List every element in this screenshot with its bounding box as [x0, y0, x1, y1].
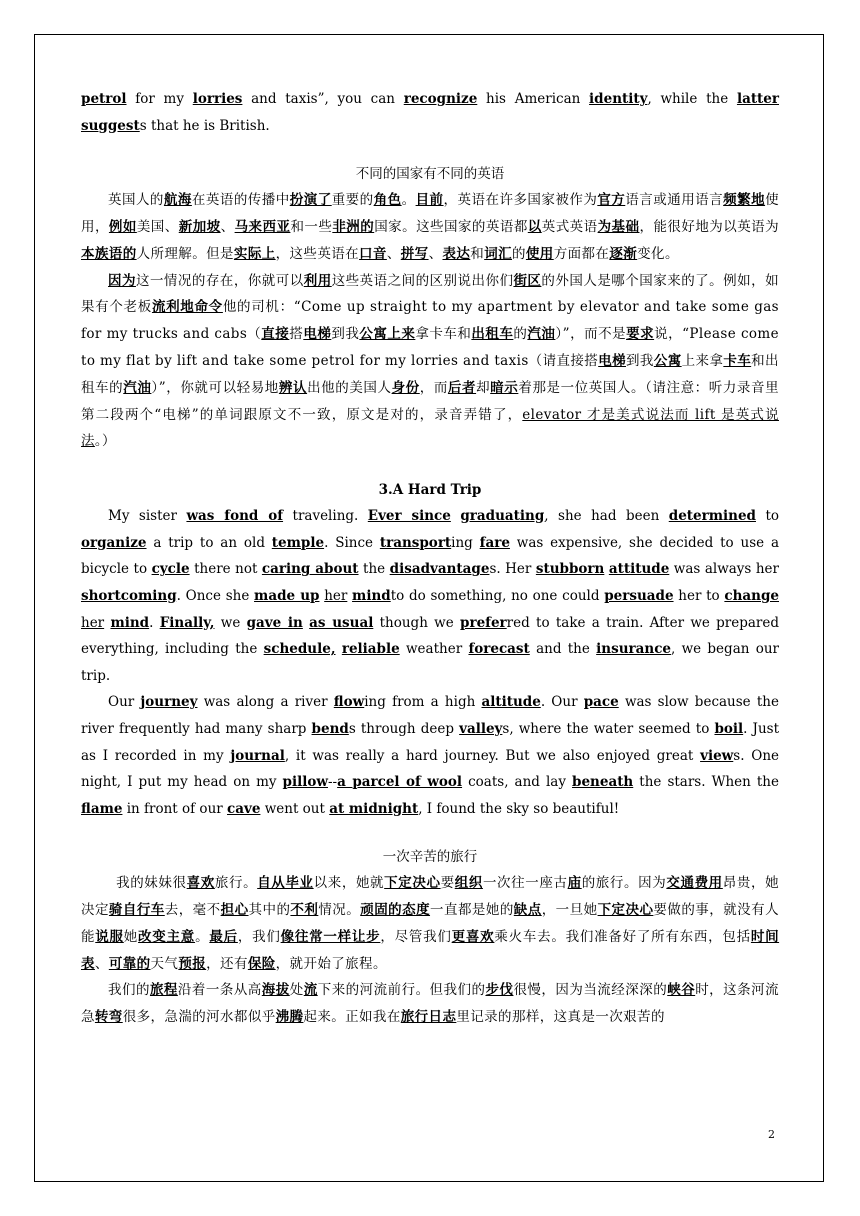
text-run: . Once she [176, 587, 255, 604]
text-run [451, 508, 460, 524]
text-run: 、 [220, 218, 235, 235]
text-run: there not [189, 561, 262, 578]
text-run: the stars. When the [633, 774, 779, 791]
text-run: 人所理解。但是 [136, 245, 234, 262]
text-run: 天气 [150, 955, 179, 972]
vocab-term: 要求 [626, 326, 655, 343]
vocab-term: 海拔 [261, 982, 290, 999]
vocab-term: 出租车 [471, 326, 514, 343]
text-run: 要 [440, 875, 455, 892]
vocab-term: identity [589, 91, 648, 107]
text-run: 上来拿 [681, 352, 724, 369]
text-run: the [358, 561, 390, 578]
text-run: 她 [123, 928, 139, 945]
text-run: 的 [512, 245, 526, 262]
paragraph-en-2 [81, 689, 779, 822]
text-run: , I found the sky so beautiful! [418, 800, 620, 817]
vocab-term: 不利 [290, 902, 319, 919]
text-run: 说，“Please come to my flat by lift and take some petrol for my lorries and taxis（请直接搭 [81, 326, 780, 369]
text-run: My sister [108, 508, 187, 525]
text-run: 和 [470, 245, 485, 262]
text-run: 着那是一位英国人。（请注意：听力录音里第二段两个“电梯”的单词跟原文不一致，原文是对的，录音弄错了， [81, 379, 779, 423]
text-run: 出他的美国人 [307, 379, 392, 396]
vocab-term: 转弯 [94, 1009, 123, 1026]
text-run: s. One night, I put my head on my [81, 747, 779, 791]
text-run: 这一情况的存在，你就可以 [135, 272, 304, 289]
text-run: 去，毫不 [164, 902, 221, 919]
text-run: 英国人的 [108, 192, 164, 209]
text-run: red to take a train. After we prepared everything, including the [81, 614, 780, 658]
vocab-term: 汽油 [527, 326, 556, 343]
vocab-term: 利用 [303, 272, 332, 289]
heading-en-hard-trip: 3.A Hard Trip [378, 482, 482, 499]
text-run: ，就开始了旅程。 [275, 955, 387, 972]
vocab-term: made up [254, 587, 320, 604]
vocab-term: 马来西亚 [234, 218, 291, 235]
vocab-term: 实际上 [233, 245, 276, 262]
vocab-term: 交通费用 [666, 875, 723, 892]
vocab-term: caring about [261, 561, 359, 578]
vocab-term: stubborn [535, 561, 605, 578]
vocab-term: pillow [282, 774, 328, 791]
text-run: 处 [289, 982, 304, 999]
vocab-term: her [324, 587, 348, 604]
text-run: 下来的河流前行。但我们的 [317, 982, 486, 999]
text-run: ing from a high [364, 694, 482, 711]
text-run: Our [108, 694, 141, 711]
text-run: 旅行。 [214, 875, 258, 892]
vocab-term: 改变主意 [138, 928, 196, 945]
text-run: and the [529, 641, 597, 658]
text-run: 以来，她就 [313, 875, 385, 892]
vocab-term: 辨认 [278, 379, 308, 396]
vocab-term: bend [311, 720, 349, 737]
document-body [81, 86, 779, 1031]
vocab-term: transport [379, 534, 452, 551]
text-run: 。） [94, 433, 116, 450]
vocab-term: 新加坡 [178, 218, 221, 235]
text-run: . Since [324, 534, 380, 551]
vocab-term: shortcoming [81, 587, 177, 604]
vocab-term: 表达 [442, 245, 471, 262]
vocab-term: 庙 [567, 875, 582, 892]
text-run: s. Her [489, 561, 536, 578]
vocab-term: 频繁地 [723, 192, 766, 209]
vocab-term: 词汇 [484, 245, 512, 262]
text-run: 很多，急湍的河水都似乎 [122, 1009, 276, 1026]
vocab-term: temple [271, 534, 325, 551]
text-run: ，还有 [206, 955, 248, 972]
vocab-term: 后者 [447, 379, 477, 396]
vocab-term: 非洲的 [332, 218, 375, 235]
vocab-term: 缺点 [513, 902, 542, 919]
vocab-term: persuade [604, 587, 674, 604]
vocab-term: journal [230, 747, 285, 764]
text-run: 的 [513, 326, 528, 343]
text-run: 一直都是她的 [430, 902, 514, 919]
text-run: s that he is British. [139, 117, 270, 134]
text-run: ，英语在许多国家被作为 [443, 192, 598, 209]
vocab-term: 角色 [373, 192, 402, 209]
text-run: 沿着一条从高 [177, 982, 262, 999]
text-run: 到我 [331, 326, 360, 343]
vocab-term: 使用 [525, 245, 554, 262]
vocab-term: 官方 [597, 192, 626, 209]
text-run: his American [477, 91, 590, 107]
vocab-term: 卡车 [723, 352, 752, 369]
text-run: 使用， [81, 192, 779, 235]
vocab-term: Finally, [159, 614, 215, 631]
vocab-term: insurance [596, 641, 671, 658]
text-run: 的外国人是哪个国家来的了。例如，如果有个老板 [81, 272, 779, 316]
vocab-term: lorries [192, 91, 243, 107]
vocab-term: 逐渐 [609, 245, 638, 262]
vocab-term: 电梯 [598, 352, 626, 369]
text-run: . Our [540, 694, 584, 711]
vocab-term: 电梯 [303, 326, 332, 343]
vocab-term: 本族语的 [81, 245, 137, 262]
text-run: 、 [94, 955, 109, 972]
vocab-term: 顽固的态度 [360, 902, 431, 919]
text-run: ，尽管我们 [380, 928, 452, 945]
text-run: ，我们 [237, 928, 281, 945]
text-run: . [149, 614, 160, 631]
vocab-term: 口音 [359, 245, 387, 262]
vocab-term: organize [81, 534, 147, 551]
text-run: ，而 [419, 379, 448, 396]
vocab-term: 像往常一样让步 [280, 928, 381, 945]
text-run: was slow because the river frequently had many sharp [81, 694, 779, 737]
vocab-term: gave in [246, 614, 303, 631]
vocab-term: at midnight [329, 800, 419, 817]
text-run: 昂贵，她决定 [81, 875, 780, 919]
text-run: 乘火车去。我们准备好了所有东西，包括 [494, 928, 751, 945]
vocab-term: latter [736, 91, 779, 107]
vocab-term: 流利地命令 [151, 299, 223, 316]
text-run: 在英语的传播中 [191, 192, 290, 209]
vocab-term: 保险 [247, 955, 276, 972]
text-run: weather [399, 641, 469, 658]
text-run: 语言或通用语言 [625, 192, 724, 209]
vocab-term: as usual [309, 614, 374, 631]
text-run: 、 [386, 245, 401, 262]
vocab-term: attitude [608, 561, 670, 578]
text-run: 我们的 [108, 982, 150, 999]
text-run: 的旅行。因为 [581, 875, 667, 892]
vocab-term: elevator 才是美式说法而 lift 是英式说法 [81, 406, 779, 450]
vocab-term: mind [110, 614, 150, 631]
vocab-term: flow [333, 694, 365, 711]
text-run: 里记录的那样，这真是一次艰苦的 [456, 1009, 665, 1026]
text-run: ，这些英语在 [275, 245, 360, 262]
vocab-term: 下定决心 [597, 902, 654, 919]
vocab-term: 可靠的 [108, 955, 151, 972]
vocab-term: altitude [481, 694, 541, 711]
vocab-term: 旅行日志 [400, 1009, 457, 1026]
text-run: went out [260, 800, 330, 817]
text-run: to [755, 508, 780, 525]
text-run: was always her [669, 561, 779, 578]
text-run: 。 [195, 928, 210, 945]
text-run: and taxis”, you can [242, 91, 404, 107]
vocab-term: 公寓上来 [359, 326, 416, 343]
vocab-term: 公寓 [653, 352, 682, 369]
vocab-term: boil [714, 720, 744, 737]
text-run: s through deep [348, 720, 460, 737]
vocab-term: reliable [341, 641, 400, 658]
vocab-term: cycle [151, 561, 190, 578]
vocab-term: 拼写 [400, 245, 429, 262]
vocab-term: 沸腾 [275, 1009, 304, 1026]
vocab-term: mind [352, 587, 391, 604]
vocab-term: 说服 [95, 928, 124, 945]
text-run: 这些英语之间的区别说出你们 [331, 272, 514, 289]
text-run: 重要的 [331, 192, 374, 209]
vocab-term: was fond of [186, 508, 284, 525]
vocab-term: 喜欢 [186, 875, 215, 892]
text-run: , while the [647, 91, 737, 107]
vocab-term: recognize [403, 91, 478, 107]
vocab-term: 以 [527, 218, 542, 235]
text-run: 美国、 [136, 218, 179, 235]
text-run: 要做的事，就没有人能 [81, 902, 779, 945]
vocab-term: graduating [460, 508, 545, 525]
text-run: 搭 [289, 326, 304, 343]
text-run: ，能很好地为以英语为 [639, 218, 780, 235]
text-run: ，一旦她 [541, 902, 598, 919]
text-run: to do something, no one could [390, 587, 605, 604]
vocab-term: 扮演了 [289, 192, 332, 209]
vocab-term: 例如 [108, 218, 137, 235]
vocab-term: 担心 [220, 902, 249, 919]
vocab-term: fare [479, 534, 510, 551]
text-run: 英式英语 [541, 218, 598, 235]
vocab-term: 身份 [391, 379, 420, 396]
text-run: ）”，而不是 [555, 326, 627, 343]
text-run: 时，这条河流急 [81, 982, 779, 1026]
vocab-term: beneath [572, 774, 634, 791]
vocab-term: 街区 [513, 272, 542, 289]
vocab-term: 汽油 [123, 379, 152, 396]
text-run: , she had been [544, 508, 669, 525]
vocab-term: disadvantage [389, 561, 490, 578]
vocab-term: a parcel of wool [337, 774, 463, 791]
vocab-term: cave [227, 800, 261, 817]
text-run: 我的妹妹很 [116, 875, 187, 892]
text-run: 他的司机：“Come up straight to my apartment by elevator and take some gas for my trucks and cabs（ [81, 299, 780, 343]
vocab-term: 目前 [415, 192, 444, 209]
vocab-term: schedule, [263, 641, 336, 658]
vocab-term: her [81, 614, 105, 631]
paragraph-cn-2 [81, 268, 779, 456]
text-run: 。 [401, 192, 416, 209]
paragraph-en-1 [81, 503, 779, 689]
vocab-term: 直接 [261, 326, 290, 343]
vocab-term: flame [81, 800, 123, 817]
text-run: 很慢，因为当流经深深的 [513, 982, 668, 999]
text-run: in front of our [122, 800, 228, 817]
text-run: 、 [428, 245, 443, 262]
text-run: 一次往一座古 [482, 875, 568, 892]
vocab-term: pace [583, 694, 619, 711]
vocab-term: 更喜欢 [451, 928, 495, 945]
text-run: was along a river [197, 694, 334, 711]
text-run: 情况。 [318, 902, 361, 919]
paragraph-cn-1 [81, 187, 779, 267]
vocab-term: 旅程 [149, 982, 178, 999]
text-run: 拿卡车和 [415, 326, 472, 343]
heading-cn-hard-trip: 一次辛苦的旅行 [382, 849, 478, 866]
heading-cn-different-englishes: 不同的国家有不同的英语 [355, 166, 505, 183]
text-run: coats, and lay [462, 774, 573, 791]
vocab-term: change [724, 587, 780, 604]
text-run: 和出租车的 [81, 352, 779, 396]
text-run: a trip to an old [146, 534, 272, 551]
text-run: 和一些 [290, 218, 333, 235]
text-run: 国家。这些国家的英语都 [374, 218, 528, 235]
text-run: we [214, 614, 247, 631]
text-run: , it was really a hard journey. But we also enjoyed great [284, 747, 701, 764]
vocab-term: forecast [468, 641, 530, 658]
text-run: s, where the water seemed to [502, 720, 715, 737]
vocab-term: 骑自行车 [108, 902, 165, 919]
vocab-term: 自从毕业 [257, 875, 314, 892]
text-run: 到我 [626, 352, 654, 369]
vocab-term: valley [459, 720, 503, 737]
vocab-term: 为基础 [597, 218, 640, 235]
text-run: , we began our trip. [81, 641, 779, 684]
vocab-term: 暗示 [490, 379, 519, 396]
text-run: . Just as I recorded in my [81, 720, 780, 764]
text-run: for my [126, 91, 193, 107]
text-run: ing [451, 534, 480, 551]
text-run: 起来。正如我在 [303, 1009, 401, 1026]
vocab-term: journey [140, 694, 198, 711]
vocab-term: 航海 [163, 192, 192, 209]
text-run: 变化。 [637, 245, 679, 262]
text-run: 方面都在 [553, 245, 610, 262]
text-run: though we [373, 614, 461, 631]
vocab-term: 步伐 [485, 982, 514, 999]
vocab-term: 最后 [209, 928, 238, 945]
vocab-term: petrol [81, 91, 127, 107]
vocab-term: 时间表 [81, 928, 780, 972]
text-run: -- [328, 774, 338, 791]
vocab-term: view [700, 747, 734, 764]
vocab-term: 流 [303, 982, 318, 999]
vocab-term: 峡谷 [667, 982, 696, 999]
text-run: was expensive, she decided to use a bicycle to [81, 534, 779, 578]
text-run: 其中的 [248, 902, 291, 919]
vocab-term: 组织 [454, 875, 483, 892]
vocab-term: determined [668, 508, 756, 525]
vocab-term: suggest [81, 117, 140, 134]
page-number: 2 [768, 1128, 775, 1141]
paragraph-cn-4 [81, 977, 779, 1031]
vocab-term: 预报 [178, 955, 207, 972]
text-run: her to [673, 587, 725, 604]
vocab-term: prefer [460, 614, 507, 631]
vocab-term: Ever since [367, 508, 451, 525]
paragraph-cn-3 [81, 870, 779, 977]
paragraph-en-intro [81, 86, 779, 139]
text-run: 却 [476, 379, 491, 396]
text-run: ）”，你就可以轻易地 [151, 379, 279, 396]
text-run: traveling. [283, 508, 368, 525]
vocab-term: 下定决心 [384, 875, 441, 892]
vocab-term: 因为 [108, 272, 136, 289]
